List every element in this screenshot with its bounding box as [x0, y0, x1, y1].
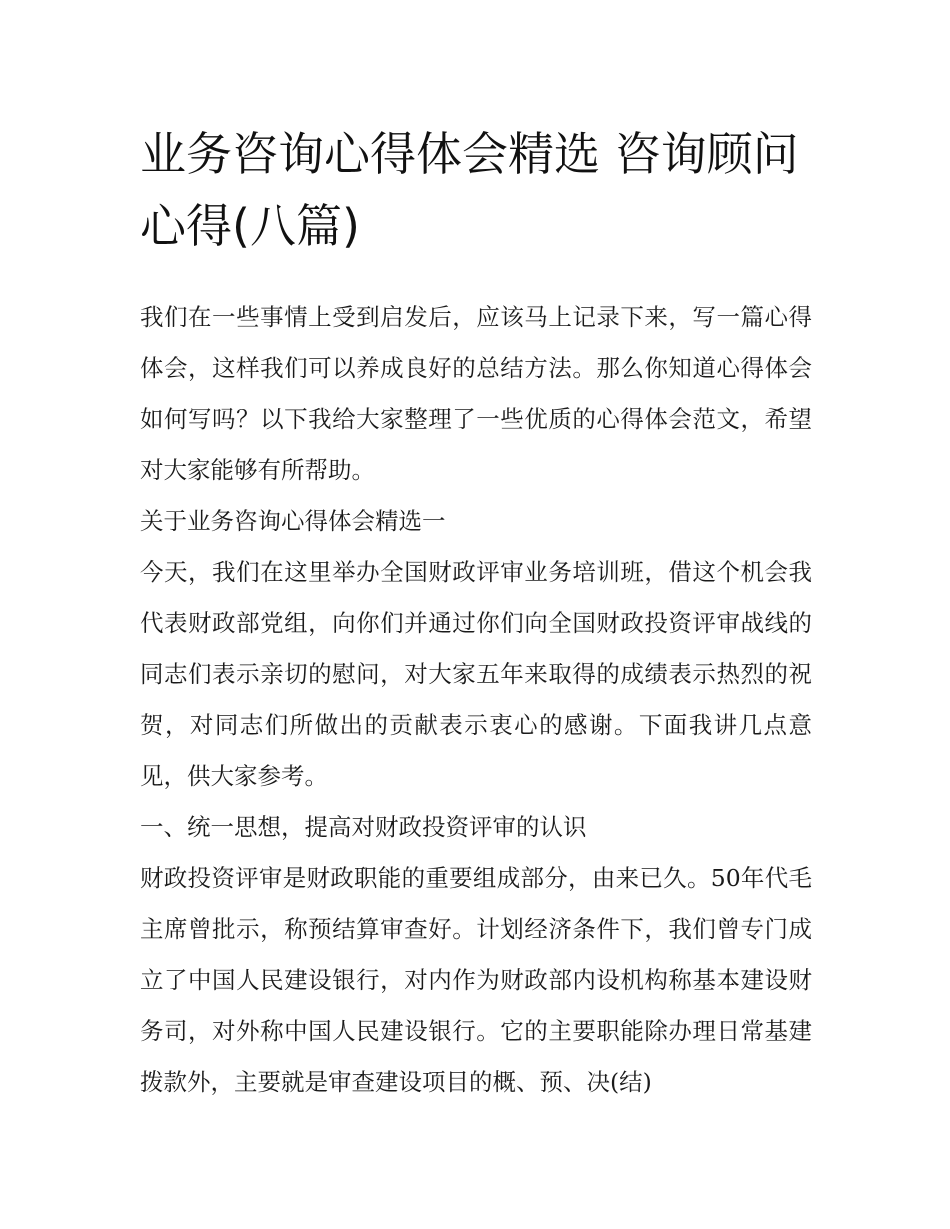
body-paragraph-2: 财政投资评审是财政职能的重要组成部分，由来已久。50年代毛主席曾批示，称预结算审查好。计划经济条件下，我们曾专门成立了中国人民建设银行，对内作为财政部内设机构称基本建设财务司，对外称中国人民建设银行。它的主要职能除办理日常基建拨款外，主要就是审查建设项目的概、预、决(结) [140, 864, 812, 1096]
body-paragraph-1: 今天，我们在这里举办全国财政评审业务培训班，借这个机会我代表财政部党组，向你们并通过你们向全国财政投资评审战线的同志们表示亲切的慰问，对大家五年来取得的成绩表示热烈的祝贺，对同志们所做出的贡献表示衷心的感谢。下面我讲几点意见，供大家参考。 [140, 558, 812, 790]
section-heading: 关于业务咨询心得体会精选一 [140, 507, 446, 535]
document-title: 业务咨询心得体会精选 咨询顾问心得(八篇) [140, 127, 799, 253]
subheading-1: 一、统一思想，提高对财政投资评审的认识 [140, 813, 587, 841]
document-body [140, 118, 812, 1108]
intro-paragraph: 我们在一些事情上受到启发后，应该马上记录下来，写一篇心得体会，这样我们可以养成良好的总结方法。那么你知道心得体会如何写吗？以下我给大家整理了一些优质的心得体会范文，希望对大家能够有所帮助。 [140, 303, 812, 484]
